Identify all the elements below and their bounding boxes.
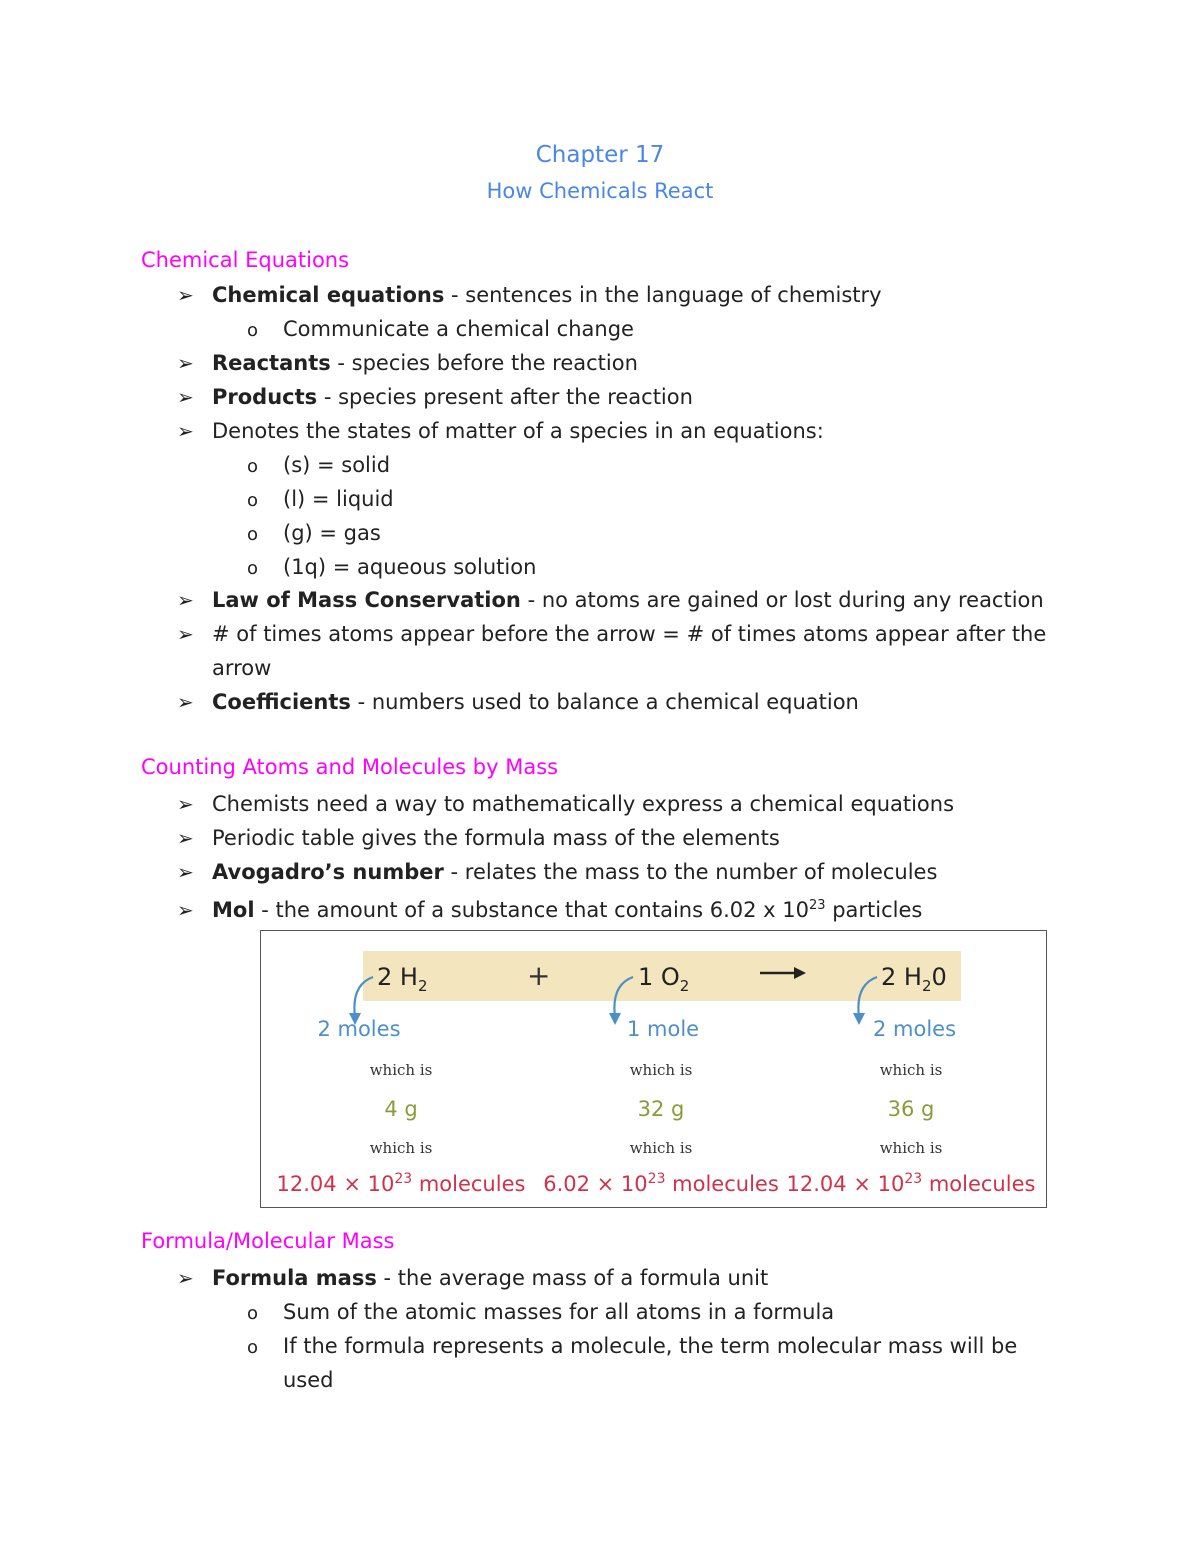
list-item: ➢ Chemical equations - sentences in the language of chemistry xyxy=(177,278,882,312)
list-item: ➢ Formula mass - the average mass of a formula unit xyxy=(177,1261,768,1295)
sub-list-item-continuation: used xyxy=(283,1368,334,1392)
arrow-bullet-icon: ➢ xyxy=(177,792,194,816)
which-is-label: which is xyxy=(879,1061,943,1079)
which-is-label: which is xyxy=(369,1061,433,1079)
molecules-value: $12.04 \times 10^{23}$ molecules xyxy=(786,1171,1036,1196)
which-is-label: which is xyxy=(629,1139,693,1157)
circle-bullet-icon: o xyxy=(247,1337,259,1358)
arrow-bullet-icon: ➢ xyxy=(177,588,194,612)
sub-list-item: o Communicate a chemical change xyxy=(247,312,634,348)
circle-bullet-icon: o xyxy=(247,558,259,579)
section-heading-chemical-equations: Chemical Equations xyxy=(141,248,350,272)
which-is-label: which is xyxy=(629,1061,693,1079)
page-title: Chapter 17 xyxy=(535,142,665,168)
grams-value: 36 g xyxy=(887,1097,935,1121)
list-item: ➢ Periodic table gives the formula mass of the elements xyxy=(177,821,780,855)
circle-bullet-icon: o xyxy=(247,1303,259,1324)
sub-list-item: o (s) = solid xyxy=(247,448,390,484)
which-is-label: which is xyxy=(369,1139,433,1157)
moles-value: 2 moles xyxy=(873,1017,957,1041)
stoichiometry-figure xyxy=(260,930,1047,1208)
list-item: ➢ Products - species present after the reaction xyxy=(177,380,693,414)
arrow-bullet-icon: ➢ xyxy=(177,385,194,409)
molecules-value: $6.02 \times 10^{23}$ molecules xyxy=(543,1171,779,1196)
circle-bullet-icon: o xyxy=(247,490,259,511)
sub-list-item: o (1q) = aqueous solution xyxy=(247,550,536,586)
reaction-arrow-icon xyxy=(758,965,808,981)
arrow-bullet-icon: ➢ xyxy=(177,1266,194,1290)
moles-value: 1 mole xyxy=(627,1017,700,1041)
sub-list-item: o (g) = gas xyxy=(247,516,381,552)
arrow-bullet-icon: ➢ xyxy=(177,351,194,375)
arrow-bullet-icon: ➢ xyxy=(177,860,194,884)
list-item: ➢ Avogadro’s number - relates the mass to the number of molecules xyxy=(177,855,937,889)
sub-list-item: o If the formula represents a molecule, the term molecular mass will be xyxy=(247,1329,1017,1365)
list-item: ➢ # of times atoms appear before the arrow = # of times atoms appear after the xyxy=(177,617,1046,651)
circle-bullet-icon: o xyxy=(247,456,259,477)
grams-value: 32 g xyxy=(637,1097,685,1121)
arrow-bullet-icon: ➢ xyxy=(177,622,194,646)
reactant-o2: 1 $O_2$ xyxy=(638,963,690,995)
list-item: ➢ Reactants - species before the reaction xyxy=(177,346,638,380)
arrow-bullet-icon: ➢ xyxy=(177,419,194,443)
section-heading-counting-atoms: Counting Atoms and Molecules by Mass xyxy=(141,755,559,779)
list-item: ➢ Chemists need a way to mathematically express a chemical equations xyxy=(177,787,954,821)
reactant-h2: 2 $H_2$ xyxy=(377,963,428,995)
list-item: ➢ Denotes the states of matter of a species in an equations: xyxy=(177,414,824,448)
arrow-bullet-icon: ➢ xyxy=(177,898,194,922)
sub-list-item: o Sum of the atomic masses for all atoms in a formula xyxy=(247,1295,834,1331)
arrow-bullet-icon: ➢ xyxy=(177,826,194,850)
list-item: ➢ Coefficients - numbers used to balance a chemical equation xyxy=(177,685,859,719)
page-subtitle: How Chemicals React xyxy=(486,179,714,203)
arrow-bullet-icon: ➢ xyxy=(177,690,194,714)
list-item-continuation: arrow xyxy=(212,656,272,680)
plus-sign: + xyxy=(527,959,551,992)
which-is-label: which is xyxy=(879,1139,943,1157)
product-h2o: 2 $H_20$ xyxy=(881,963,947,995)
molecules-value: $12.04 \times 10^{23}$ molecules xyxy=(276,1171,526,1196)
grams-value: 4 g xyxy=(384,1097,418,1121)
circle-bullet-icon: o xyxy=(247,320,259,341)
list-item: ➢ Law of Mass Conservation - no atoms are gained or lost during any reaction xyxy=(177,583,1044,617)
sub-list-item: o (l) = liquid xyxy=(247,482,394,518)
arrow-bullet-icon: ➢ xyxy=(177,283,194,307)
circle-bullet-icon: o xyxy=(247,524,259,545)
section-heading-formula-mass: Formula/Molecular Mass xyxy=(141,1229,395,1253)
moles-value: 2 moles xyxy=(317,1017,401,1041)
list-item: ➢ Mol - the amount of a substance that contains 6.02 x $10^{23}$ particles xyxy=(177,889,922,927)
